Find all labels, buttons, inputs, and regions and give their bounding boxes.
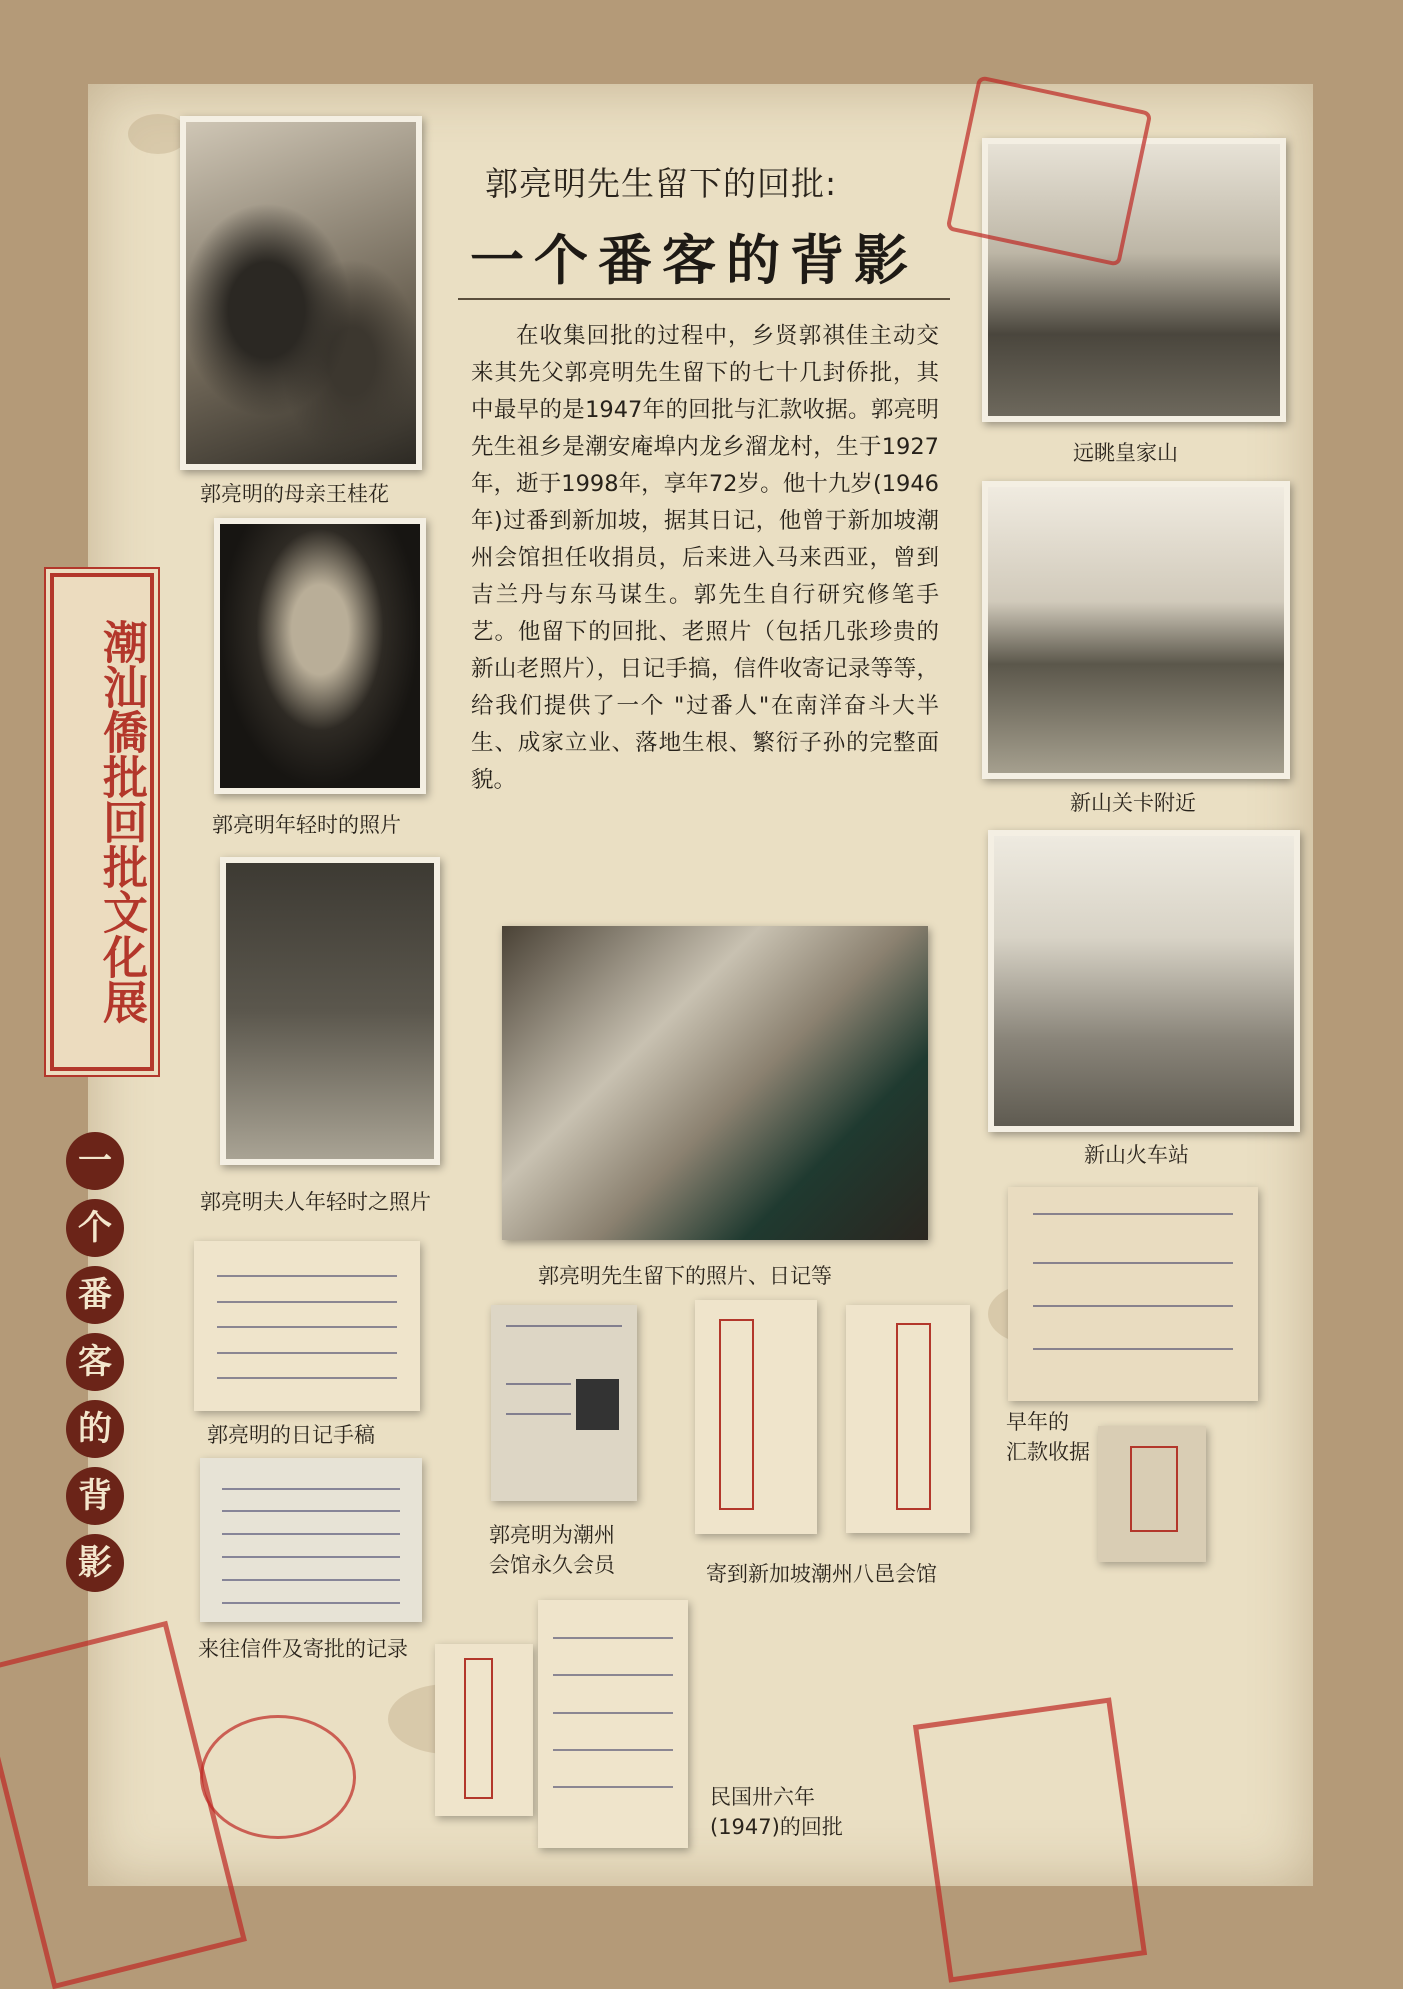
diary-manuscript <box>194 1241 420 1411</box>
section-char: 的 <box>66 1400 124 1458</box>
letter-records <box>200 1458 422 1622</box>
small-envelope <box>1098 1426 1206 1562</box>
exhibition-banner-text: 潮汕僑批回批文化展 <box>95 618 148 1024</box>
caption-photos-diary: 郭亮明先生留下的照片、日记等 <box>538 1264 832 1288</box>
article-body: 在收集回批的过程中，乡贤郭祺佳主动交来其先父郭亮明先生留下的七十几封侨批，其中最早的是1947年的回批与汇款收据。郭亮明先生祖乡是潮安庵埠内龙乡溜龙村，生于1927年，逝于1998年，享年72岁。他十九岁(1946年)过番到新加坡，据其日记，他曾于新加坡潮州会馆担任收捐员，后来进入马来西亚，曾到吉兰丹与东马谋生。郭先生自行研究修笔手艺。他留下的回批、老照片（包括几张珍贵的新山老照片），日记手搞，信件收寄记录等等，给我们提供了一个 "过番人"在南洋奋斗大半生、成家立业、落地生根、繁衍子孙的完整面貌。 <box>471 323 939 793</box>
seal-stamp-bank-round <box>200 1715 356 1839</box>
photo-checkpoint <box>982 481 1290 779</box>
remittance-receipt <box>1008 1187 1258 1401</box>
photo-train-station <box>988 830 1300 1132</box>
caption-early-2: 汇款收据 <box>1006 1440 1090 1464</box>
caption-train-station: 新山火车站 <box>1084 1143 1189 1167</box>
caption-royal-hill: 远眺皇家山 <box>1073 441 1178 465</box>
section-char: 背 <box>66 1467 124 1525</box>
section-title-vertical <box>66 1132 130 1601</box>
caption-member-1: 郭亮明为潮州 <box>489 1523 615 1547</box>
photo-young-guo <box>214 518 426 794</box>
caption-wife: 郭亮明夫人年轻时之照片 <box>200 1190 431 1214</box>
seal-stamp-bottom-right <box>913 1697 1147 1982</box>
exhibition-banner <box>50 573 154 1071</box>
caption-early-1: 早年的 <box>1006 1410 1069 1434</box>
caption-young: 郭亮明年轻时的照片 <box>212 813 401 837</box>
photo-wife-bicycle <box>220 857 440 1165</box>
caption-sent-to: 寄到新加坡潮州八邑会馆 <box>706 1562 937 1586</box>
photo-mother-with-child <box>180 116 422 470</box>
caption-mother: 郭亮明的母亲王桂花 <box>200 482 389 506</box>
section-char: 影 <box>66 1534 124 1592</box>
envelope-left <box>695 1300 817 1534</box>
caption-checkpoint: 新山关卡附近 <box>1070 791 1196 815</box>
caption-reply-1: 民国卅六年 <box>710 1785 815 1809</box>
membership-certificate <box>491 1305 637 1501</box>
caption-records: 来往信件及寄批的记录 <box>198 1637 408 1661</box>
page-subtitle: 郭亮明先生留下的回批: <box>485 164 838 203</box>
reply-letter-1947 <box>538 1600 688 1848</box>
reply-envelope <box>435 1644 533 1816</box>
page-title: 一个番客的背影 <box>470 228 918 292</box>
envelope-right <box>846 1305 970 1533</box>
title-divider <box>458 298 950 300</box>
photo-albums-diaries <box>502 926 928 1240</box>
section-char: 客 <box>66 1333 124 1391</box>
caption-member-2: 会馆永久会员 <box>489 1553 615 1577</box>
caption-diary: 郭亮明的日记手稿 <box>207 1423 375 1447</box>
caption-reply-2: (1947)的回批 <box>710 1815 843 1839</box>
section-char: 番 <box>66 1266 124 1324</box>
section-char: 一 <box>66 1132 124 1190</box>
section-char: 个 <box>66 1199 124 1257</box>
